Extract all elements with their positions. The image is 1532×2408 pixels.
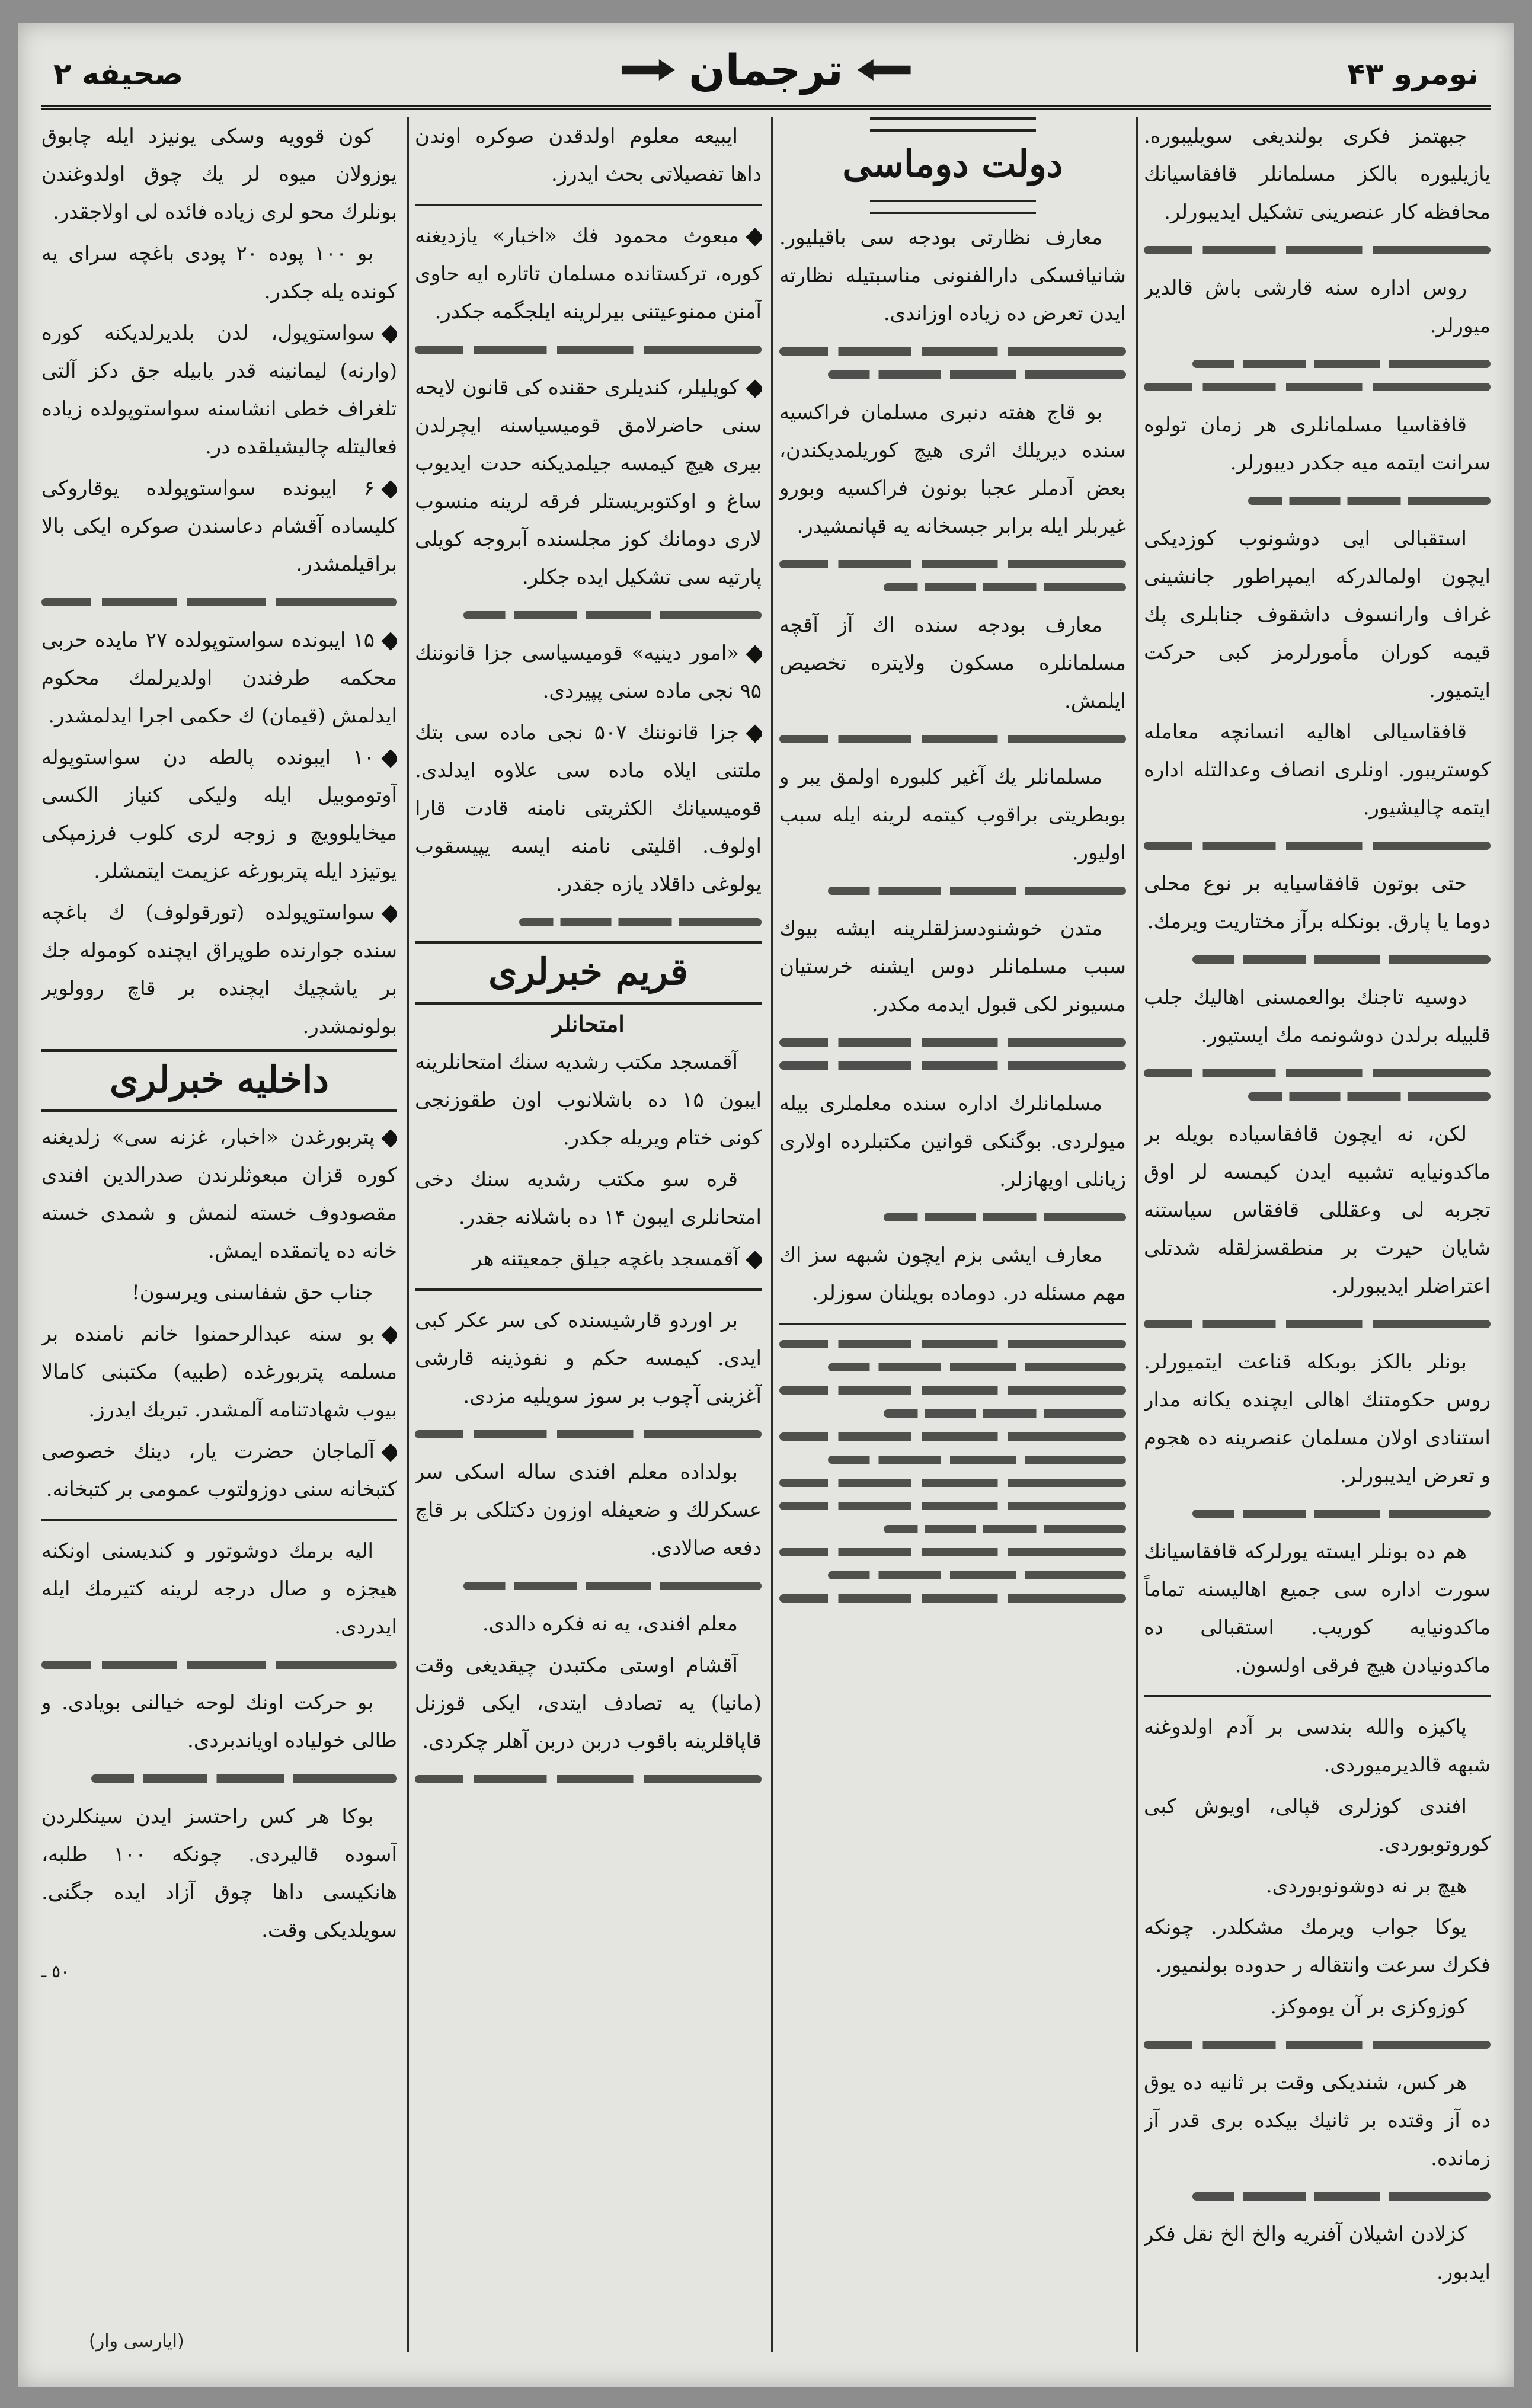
bullet-diamond-icon [746,228,762,246]
illegible-text-line [779,1548,1126,1556]
column-1 [1144,117,1491,2352]
illegible-text-line [1192,955,1491,964]
illegible-text-line [779,1502,1126,1510]
newspaper-title: ترجمان [689,45,843,95]
illegible-text-line [1248,497,1491,505]
bullet-diamond-icon [381,904,397,923]
article-paragraph: حتى بوتون قافقاسيايه بر نوع محلى دوما يا پارق. بونكله برآز مختاريت ويرمك. [1144,872,1491,933]
article-paragraph: بو ۱۰۰ پوده ۲۰ پودى باغچه سراى يه كونده يله جكدر. [41,242,397,303]
column-2 [779,117,1126,2352]
story-paragraph: پاكيزه والله بندسى بر آدم اولدوغنه شبهه قالديرميوردى. [1144,1715,1491,1777]
heading-ornament-icon [870,200,1036,214]
bullet-diamond-icon [381,749,397,768]
story-paragraph: آقشام اوستى مكتبدن چيقديغى وقت (مانيا) يه تصادف ايتدى، ايكى قوزنل قاپاقلرينه باقوب دربن دربن آهلر چكردى. [415,1654,762,1753]
continued-label: (ايارسى وار) [89,2331,184,2352]
page-number: صحيفه ۲ [53,57,184,91]
illegible-text-line [519,918,762,926]
illegible-text-line [884,1525,1127,1533]
article-paragraph: معارف نظارتى بودجه سى باقيليور. شانيافسكى دارالفنونى مناسبتيله نظارته ايدن تعرض ده زياده اوزاندى. [779,226,1126,325]
bullet-diamond-icon [381,1326,397,1344]
article-divider [1144,1695,1491,1697]
story-paragraph: بر اوردو قارشيسنده كى سر عكر كبى ايدى. كيمسه حكم و نفوذينه قارشى آغزينى آچوب بر سوز سويليه مزدى. [415,1309,762,1408]
issue-number: نومرو ۴۳ [1347,57,1479,91]
section-title-crimea-news: قريم خبرلرى [415,941,762,1005]
illegible-text-line [1248,1092,1491,1101]
subsection-exams: امتحانلر [552,1010,625,1037]
story-paragraph: معلم افندى، يه نه فكره دالدى. [482,1612,738,1636]
illegible-text-line [779,1432,1126,1441]
bullet-diamond-icon [746,645,762,663]
bullet-diamond-icon [746,379,762,398]
article-divider [41,1519,397,1521]
story-paragraph: كوزوكزى بر آن يوموكز. [1270,1995,1467,2019]
news-item: جزا قانوننك ۵۰۷ نجى ماده سى بتك ملتنى ايلاه ماده سى علاوه ايدلدى. قوميسيانك الكثريتى نامنه قادت قارا اولوف. اقليتى نامنه ايسه يپيسقوب يولوغى داقلاد يازه جقدر. [415,714,762,903]
bullet-diamond-icon [381,632,397,650]
article-paragraph: ايبيعه معلوم اولدقدن صوكره اوندن داها تفصيلاتى بحث ايدرز. [415,124,762,186]
illegible-text-line [463,611,762,619]
news-item: كويليلر، كنديلرى حقنده كى قانون لايحه سنى حاضرلامق قوميسياسنه ايچرلدن بيرى هيچ كيمسه جيلمديكنه حدت ايديوب ساغ و اوكتوبريستلر فرقه لرينه منسوب لارى دومانك كوز مجلسنده آبروجه كويلى پارتيه سى تشكيل ايده جكلر. [415,369,762,596]
article-paragraph: جناب حق شفاسنى ويرسون! [132,1281,373,1304]
masthead-ornament-right-icon [858,59,911,81]
article-paragraph: قره سو مكتب رشديه سنك دخى امتحانلرى ايبون ۱۴ ده باشلانه جقدر. [415,1168,762,1229]
illegible-text-line [779,1386,1126,1395]
article-paragraph: استقبالى ايى دوشونوب كوزديكى ايچون اولمالدركه ايمپراطور جانشينى غراف وارانسوف داشقوف جنابلرى پك قيمه كوران مأمورلرمز كبى حركت ايتميور. [1144,527,1491,702]
bullet-diamond-icon [381,1443,397,1462]
illegible-text-line [779,735,1126,743]
news-item: سواستوپول، لدن بلديرلديكنه كوره (وارنه) ليمانينه قدر يابيله جق دكز آلتى تلغراف خطى انشاسنه سواستوپولده زياده فعاليتله چاليشيلقده در. [41,314,397,466]
article-divider [779,1323,1126,1325]
illegible-text-line [1144,1320,1491,1328]
bullet-diamond-icon [381,325,397,343]
article-paragraph: مسلمانلرك اداره سنده معلملرى بيله ميولردى. بوگنكى قوانين مكتبلرده اولارى زيانلى اويهازلر. [779,1092,1126,1191]
illegible-text-line [828,1456,1126,1464]
masthead [621,45,910,95]
article-divider [415,204,762,206]
bullet-diamond-icon [381,480,397,498]
sign-off: ٥٠ ـ [41,1962,70,1981]
news-item: آقمسجد باغچه جيلق جمعيتنه هر [415,1240,762,1278]
illegible-text-line [884,583,1127,591]
illegible-text-line [1144,383,1491,391]
column-rule [1136,117,1138,2352]
illegible-text-line [828,1363,1126,1371]
illegible-text-line [415,346,762,354]
illegible-text-line [828,370,1126,379]
article-paragraph: آقمسجد مكتب رشديه سنك امتحانلرينه ايبون ۱۵ ده باشلانوب اون طقوزنجى كونى ختام ويريله جكدر. [415,1050,762,1150]
news-item: ۶ ايبونده سواستوپولده يوقاروكى كليساده آقشام دعاسندن صوكره ايكى بالا براقيلمشدر. [41,469,397,583]
section-title-domestic-news: داخليه خبرلرى [41,1049,397,1112]
article-paragraph: معارف بودجه سنده اك آز آقچه مسلمانلره مسكون ولايتره تخصيص ايلمش. [779,613,1126,713]
section-title-state-duma: دولت دوماسى [842,142,1063,186]
illegible-text-line [828,887,1126,895]
article-paragraph: معارف ايشى بزم ايچون شبهه سز اك مهم مسئله در. دوماده بويلنان سوزلر. [779,1243,1126,1305]
illegible-text-line [1192,360,1491,368]
heading-ornament-icon [870,117,1036,132]
illegible-text-line [779,1594,1126,1603]
bullet-diamond-icon [746,724,762,743]
illegible-text-line [463,1582,762,1590]
story-paragraph: بوكا هر كس راحتسز ايدن سينكلردن آسوده قاليردى. چونكه ۱۰۰ طلبه، هانكيسى داها چوق آزاد ايده جگنى. سويلديكى وقت. [41,1805,397,1942]
illegible-text-line [41,598,397,606]
story-paragraph: بو حركت اونك لوحه خيالنى بويادى. و طالى خولياده اوياندبردى. [41,1691,397,1753]
article-paragraph: قافقاسيا مسلمانلرى هر زمان تولوه سرانت ايتمه ميه جكدر ديبورلر. [1144,413,1491,475]
story-paragraph: اليه برمك دوشوتور و كنديسنى اونكنه هيجزه و صال درجه لرينه كتيرمك ايله ايدردى. [41,1539,397,1639]
news-item: ۱۵ ايبونده سواستوپولده ۲۷ مايده حربى محكمه طرفندن اولديرلمك محكوم ايدلمش (قيمان) ك حكمى اجرا ايدلمشدر. [41,621,397,735]
article-paragraph: هم ده بونلر ايسته يورلركه قافقاسيانك سورت اداره سى جميع اهاليسنه تماماً ماكدونيايه كوريب. استقبالى ده ماكدونيادن هيچ فرقى اولسون. [1144,1540,1491,1677]
story-paragraph: بولداده معلم افندى ساله اسكى سر عسكرلك و ضعيفله اوزون دكتلكى بر قاچ دفعه صالادى. [415,1460,762,1560]
news-item: پتربورغدن «اخبار، غزنه سى» زلديغنه كوره قزان مبعوثلرندن صدرالدين افندى مقصودوف خسته لنمش و شمدى خسته خانه ده ياتمقده ايمش. [41,1118,397,1270]
article-paragraph: بو قاج هفته دنبرى مسلمان فراكسيه سنده ديريلك اثرى هيچ كوريلمديكندن، بعض آدملر عجبا بونون فراكسيه وبورو غيربلر ايله برابر جبسخانه يه قپانمشيدر. [779,401,1126,538]
bullet-diamond-icon [746,1251,762,1269]
story-paragraph: هر كس، شنديكى وقت بر ثانيه ده يوق ده آز وقتده بر ثانيك بيكده برى قدر آز زمانده. [1144,2071,1491,2170]
story-paragraph: هيچ بر نه دوشونوبوردى. [1265,1874,1467,1898]
illegible-text-line [828,1571,1126,1579]
illegible-text-line [779,1340,1126,1348]
article-paragraph: بونلر بالكز بوبكله قناعت ايتميورلر. روس حكومتنك اهالى ايچنده يكانه مدار استنادى اولان مسلمان عنصرينه ده هجوم و تعرض ايديبورلر. [1144,1350,1491,1488]
illegible-text-line [884,1409,1127,1418]
news-item: بو سنه عبدالرحمنوا خانم نامنده بر مسلمه پتربورغده (طبيه) مكتبنى كامالا بيوب شهادتنامه آلمشدر. تبريك ايدرز. [41,1315,397,1429]
illegible-text-line [1192,2192,1491,2201]
illegible-text-line [1144,246,1491,254]
article-divider [415,1288,762,1291]
column-3 [415,117,762,2352]
illegible-text-line [415,1775,762,1783]
news-item: «امور دينيه» قوميسياسى جزا قانوننك ۹۵ نجى ماده سنى پپيردى. [415,634,762,710]
bullet-diamond-icon [381,1129,397,1147]
illegible-text-line [779,347,1126,356]
article-paragraph: روس اداره سنه قارشى باش قالدير ميورلر. [1144,276,1491,338]
column-rule [771,117,773,2352]
illegible-text-line [779,1061,1126,1070]
page-header [41,40,1491,110]
story-paragraph: كزلادن اشيلان آفنريه والخ الخ نقل فكر ايدبور. [1144,2222,1491,2284]
story-paragraph: افندى كوزلرى قپالى، اويوش كبى كوروتوبوردى. [1144,1795,1491,1856]
article-paragraph: كون قوويه وسكى يونيزد ايله چابوق يوزولان ميوه لر يك چوق اولدوغندن بونلرك محو لرى زياده فائده لى اولاجقدر. [41,124,397,224]
illegible-text-line [1144,842,1491,850]
illegible-text-line [91,1774,397,1783]
illegible-text-line [779,1038,1126,1047]
news-item: مبعوث محمود فك «اخبار» يازديغنه كوره، تركستانده مسلمان تاتاره ايه حاوى آمنن ممنوعيتنى بيرلرينه ايلجگمه جكدر. [415,217,762,331]
masthead-ornament-left-icon [621,59,674,81]
column-4 [41,117,397,2352]
article-paragraph: لكن، نه ايچون قافقاسياده بويله بر ماكدونيايه تشبيه ايدن كيمسه لر اوق تجربه لى وعقللى قافقاس سياستنه شايان حيرت بر منطقسزلقله شدتلى اعتراضلر ايديبورلر. [1144,1123,1491,1298]
article-paragraph: قافقاسيالى اهاليه انسانچه معامله كوستريبور. اونلرى انصاف وعدالتله اداره ايتمه چاليشيور. [1144,720,1491,820]
article-paragraph: جبهتمز فكرى بولنديغى سويليبوره. يازيليوره بالكز مسلمانلر قافقاسيانك محافظه كار عنصرينى تشكيل ايديبورلر. [1144,124,1491,224]
article-paragraph: دوسيه تاجنك بوالعمسنى اهاليك جلب قلبيله برلدن دوشونمه مك ايستيور. [1144,986,1491,1047]
illegible-text-line [41,1661,397,1669]
news-item: آلماجان حضرت يار، دينك خصوصى كتبخانه سنى دوزولتوب عمومى بر كتبخانه. [41,1432,397,1508]
illegible-text-line [779,560,1126,568]
illegible-text-line [1144,2041,1491,2049]
illegible-text-line [415,1430,762,1438]
news-item: سواستوپولده (تورقولوف) ك باغچه سنده جوارنده طوپراق ايچنده كوموله جك بر ياشچيك ايچنده بر قاچ روولوير بولونمشدر. [41,894,397,1045]
illegible-text-line [1144,1069,1491,1077]
illegible-text-line [884,1213,1127,1221]
news-item: ۱۰ ايبونده پالطه دن سواستوپوله آوتوموبيل ايله وليكى كنياز الكسى ميخايلوويچ و زوجه لرى كلوب فرزمپكى يوتيزد ايله پتربورغه عزيمت ايتمشلر. [41,738,397,890]
illegible-text-line [1192,1510,1491,1518]
article-paragraph: مسلمانلر يك آغير كلبوره اولمق يبر و بوبطريتى براقوب كيتمه لرينه ايله سبب اوليور. [779,765,1126,865]
story-paragraph: يوكا جواب ويرمك مشكلدر. چونكه فكرك سرعت وانتقاله ر حدوده بولنميور. [1144,1915,1491,1977]
article-paragraph: متدن خوشنودسزلقلرينه ايشه بيوك سبب مسلمانلر دوس ايشنه خرستيان مسيونر لكى قبول ايدمه مكدر. [779,917,1126,1016]
column-rule [407,117,409,2352]
newspaper-page [18,23,1514,2387]
illegible-text-line [779,1479,1126,1487]
